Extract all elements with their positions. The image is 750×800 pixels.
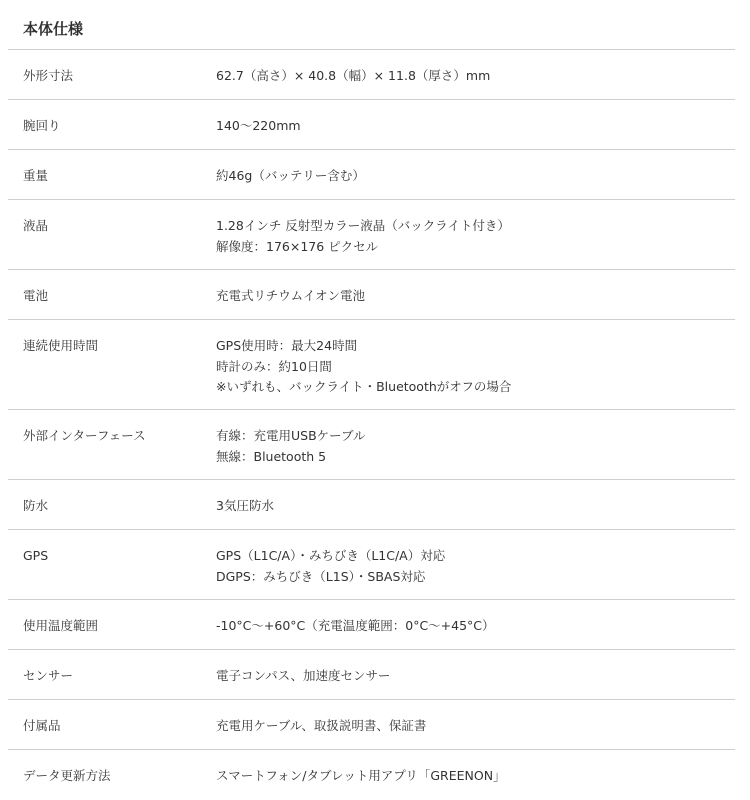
section-title: 本体仕様 [23,20,84,38]
spec-value-line: 140〜220mm [216,118,301,133]
spec-value [216,336,511,398]
spec-label: データ更新方法 [23,768,111,783]
spec-label: 外部インターフェース [23,428,146,443]
spec-row [8,49,735,99]
spec-value [216,166,365,187]
spec-label: 腕回り [23,118,61,133]
spec-label: 使用温度範囲 [23,618,99,633]
spec-row [8,529,735,599]
spec-value-line: ※いずれも、バックライト・Bluetoothがオフの場合 [216,379,512,394]
spec-value-line: 約46g（バッテリー含む） [216,168,365,183]
spec-table [0,49,750,799]
spec-row [8,409,735,479]
spec-value-line: 電子コンパス、加速度センサー [216,668,391,683]
spec-row [8,599,735,649]
spec-row [8,99,735,149]
spec-label: 付属品 [23,718,61,733]
spec-value [216,426,366,467]
spec-row [8,699,735,749]
spec-value-line: 充電式リチウムイオン電池 [216,288,366,303]
spec-value-line: DGPS：みちびき（L1S）・SBAS対応 [216,568,426,584]
spec-value [216,116,301,137]
spec-value [216,546,445,587]
spec-label: 電池 [23,288,49,303]
spec-value [216,216,510,257]
spec-value-line: 解像度：176×176 ピクセル [216,238,379,254]
spec-value [216,286,365,307]
spec-value [216,666,391,687]
spec-value [216,496,274,517]
spec-row [8,269,735,319]
spec-label: 重量 [23,168,49,183]
spec-value [216,66,490,87]
spec-value-line: 1.28インチ 反射型カラー液晶（バックライト付き） [216,218,510,233]
spec-value [216,766,506,787]
spec-value [216,716,426,737]
spec-row [8,479,735,529]
spec-label: 連続使用時間 [23,338,99,353]
spec-value-line: 3気圧防水 [216,498,274,513]
spec-label: GPS [23,548,49,563]
spec-label: 外形寸法 [23,68,74,83]
spec-value-line: スマートフォン/タブレット用アプリ「GREENON」 [216,768,506,783]
spec-value-line: 時計のみ：約10日間 [216,358,332,374]
spec-label: 防水 [23,498,49,513]
spec-label: 液晶 [23,218,49,233]
spec-label: センサー [23,668,74,683]
spec-row [8,319,735,409]
spec-value-line: 充電用ケーブル、取扱説明書、保証書 [216,718,427,733]
spec-value-line: 有線：充電用USBケーブル [216,428,366,443]
spec-value-line: GPS使用時：最大24時間 [216,338,358,353]
spec-row [8,749,735,799]
spec-row [8,649,735,699]
spec-value-line: 62.7（高さ）× 40.8（幅）× 11.8（厚さ）mm [216,68,491,83]
spec-value-line: 無線：Bluetooth 5 [216,448,327,464]
spec-value [216,616,495,637]
spec-row [8,199,735,269]
spec-row [8,149,735,199]
spec-value-line: -10°C〜+60°C（充電温度範囲：0°C〜+45°C） [216,618,495,633]
spec-value-line: GPS（L1C/A）・みちびき（L1C/A）対応 [216,548,446,563]
